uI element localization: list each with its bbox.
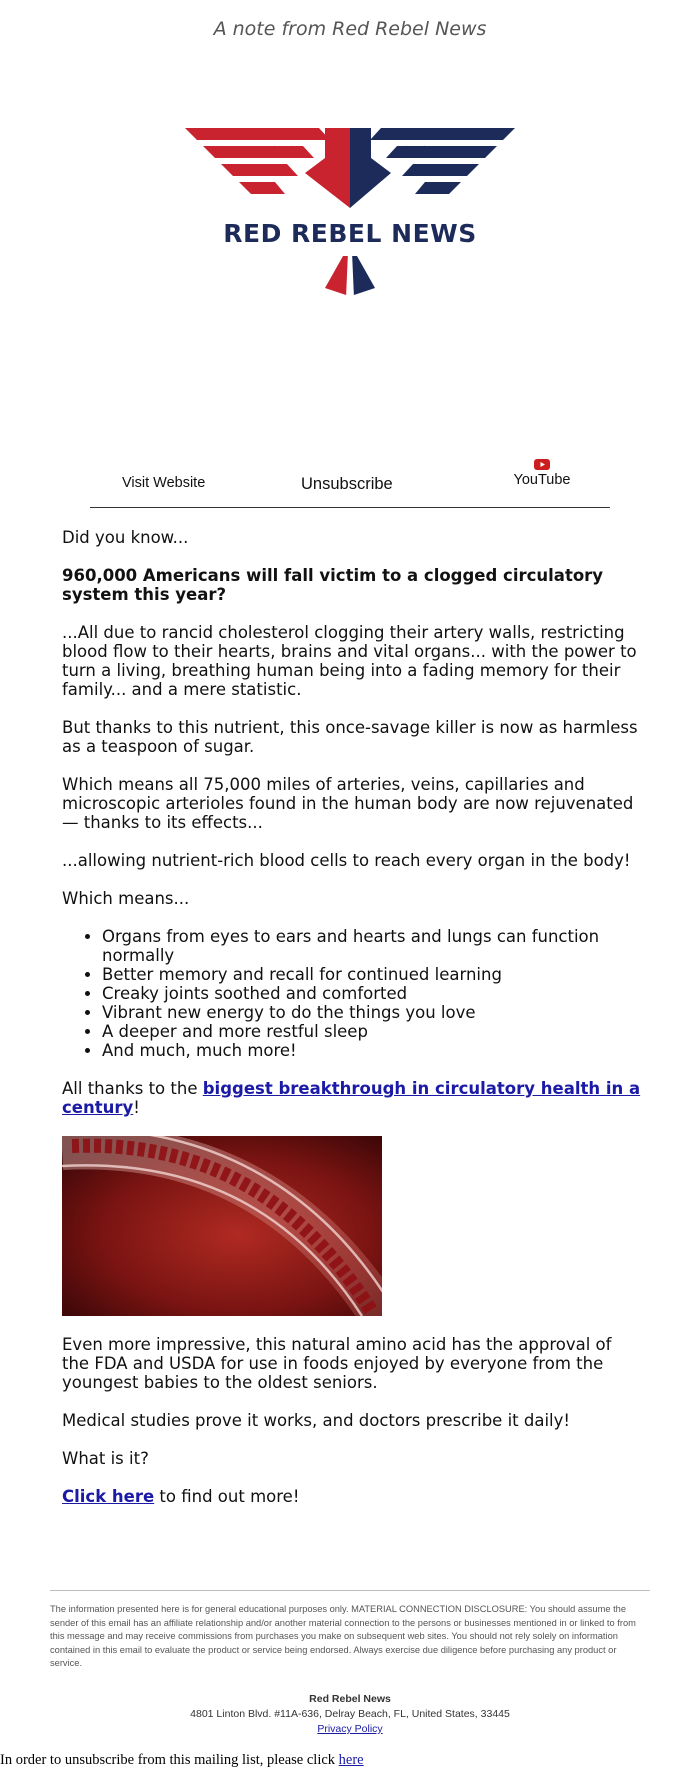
footer-address-block [0, 1692, 700, 1737]
click-here-link[interactable]: Click here [62, 1487, 155, 1506]
tagline: A note from Red Rebel News [213, 18, 487, 40]
unsubscribe-footer [0, 1752, 700, 1769]
logo-wing-right-1 [370, 128, 515, 140]
youtube-icon [534, 459, 550, 470]
logo-wing-left-3 [221, 164, 298, 176]
artery-image[interactable] [62, 1136, 382, 1316]
list-item: • Organs from eyes to ears and hearts and lungs can function normally [102, 927, 642, 965]
breakthrough-link[interactable]: biggest breakthrough in circulatory health in a century [62, 1079, 641, 1117]
logo-tail-red [325, 256, 349, 296]
logo-wing-right-4 [415, 182, 461, 194]
unsubscribe-footer-text: In order to unsubscribe from this mailing list, please click [0, 1752, 339, 1768]
youtube-link[interactable] [507, 459, 577, 488]
disclaimer-text: The information presented here is for general educational purposes only. MATERIAL CONNECTION DISCLOSURE: You should assume the sender of this email has an affiliate relationship and/or another material connection to the persons or businesses mentioned in or linked to from this message and may receive commissions from purchases you make on subsequent web sites. You should not rely solely on information contained in this email to evaluate the product or service being endorsed. Always exercise due diligence before purchasing any product or service. [50, 1604, 636, 1668]
list-item: • A deeper and more restful sleep [102, 1022, 642, 1041]
logo-star: ★ [419, 143, 430, 157]
red-rebel-news-logo [185, 128, 515, 308]
logo-wing-left-1 [185, 128, 330, 140]
footer-divider [50, 1590, 650, 1591]
logo-wing-right-3 [402, 164, 479, 176]
logo-star: ★ [401, 143, 412, 157]
breakthrough-prefix: All thanks to the [62, 1079, 203, 1098]
youtube-label: YouTube [513, 472, 571, 488]
breakthrough-suffix: ! [133, 1098, 140, 1117]
logo-tail-navy [351, 256, 375, 296]
list-item: • Creaky joints soothed and comforted [102, 984, 642, 1003]
paragraph: ...All due to rancid cholesterol clogging their artery walls, restricting blood flow to their hearts, brains and vital organs... with the power to turn a living, breathing human being into a fading memory for their family... and a mere statistic. [62, 623, 637, 699]
intro-text: Did you know... [62, 528, 189, 547]
paragraph: Which means all 75,000 miles of arteries, veins, capillaries and microscopic arterioles found in the human body are now rejuvenated — thanks to its effects... [62, 775, 634, 832]
logo-wordmark: RED REBEL NEWS [223, 219, 477, 248]
list-item: • Better memory and recall for continued learning [102, 965, 642, 984]
logo-star: ★ [269, 143, 280, 157]
privacy-policy-link[interactable]: Privacy Policy [317, 1723, 383, 1735]
paragraph: Which means... [62, 889, 190, 908]
paragraph: What is it? [62, 1449, 149, 1468]
paragraph: Even more impressive, this natural amino acid has the approval of the FDA and USDA for use in foods enjoyed by everyone from the youngest babies to the oldest seniors. [62, 1335, 612, 1392]
cta-paragraph [62, 1487, 642, 1506]
paragraph: ...allowing nutrient-rich blood cells to reach every organ in the body! [62, 851, 631, 870]
unsubscribe-here-link[interactable]: here [338, 1752, 364, 1768]
unsubscribe-link[interactable]: Unsubscribe [301, 475, 393, 493]
paragraph: Medical studies prove it works, and doctors prescribe it daily! [62, 1411, 570, 1430]
visit-website-link[interactable]: Visit Website [122, 475, 206, 491]
benefits-list [62, 927, 642, 1060]
email-content [62, 528, 642, 1525]
cta-suffix: to find out more! [154, 1487, 300, 1506]
logo-star: ★ [287, 143, 298, 157]
breakthrough-paragraph [62, 1079, 642, 1117]
list-item: • Vibrant new energy to do the things you love [102, 1003, 642, 1022]
logo-wing-left-4 [239, 182, 285, 194]
top-nav [90, 455, 610, 508]
paragraph: But thanks to this nutrient, this once-savage killer is now as harmless as a teaspoon of sugar. [62, 718, 638, 756]
company-address: 4801 Linton Blvd. #11A-636, Delray Beach, FL, United States, 33445 [190, 1708, 510, 1720]
company-name: Red Rebel News [309, 1693, 391, 1705]
headline: 960,000 Americans will fall victim to a clogged circulatory system this year? [62, 566, 604, 604]
list-item: • And much, much more! [102, 1041, 642, 1060]
